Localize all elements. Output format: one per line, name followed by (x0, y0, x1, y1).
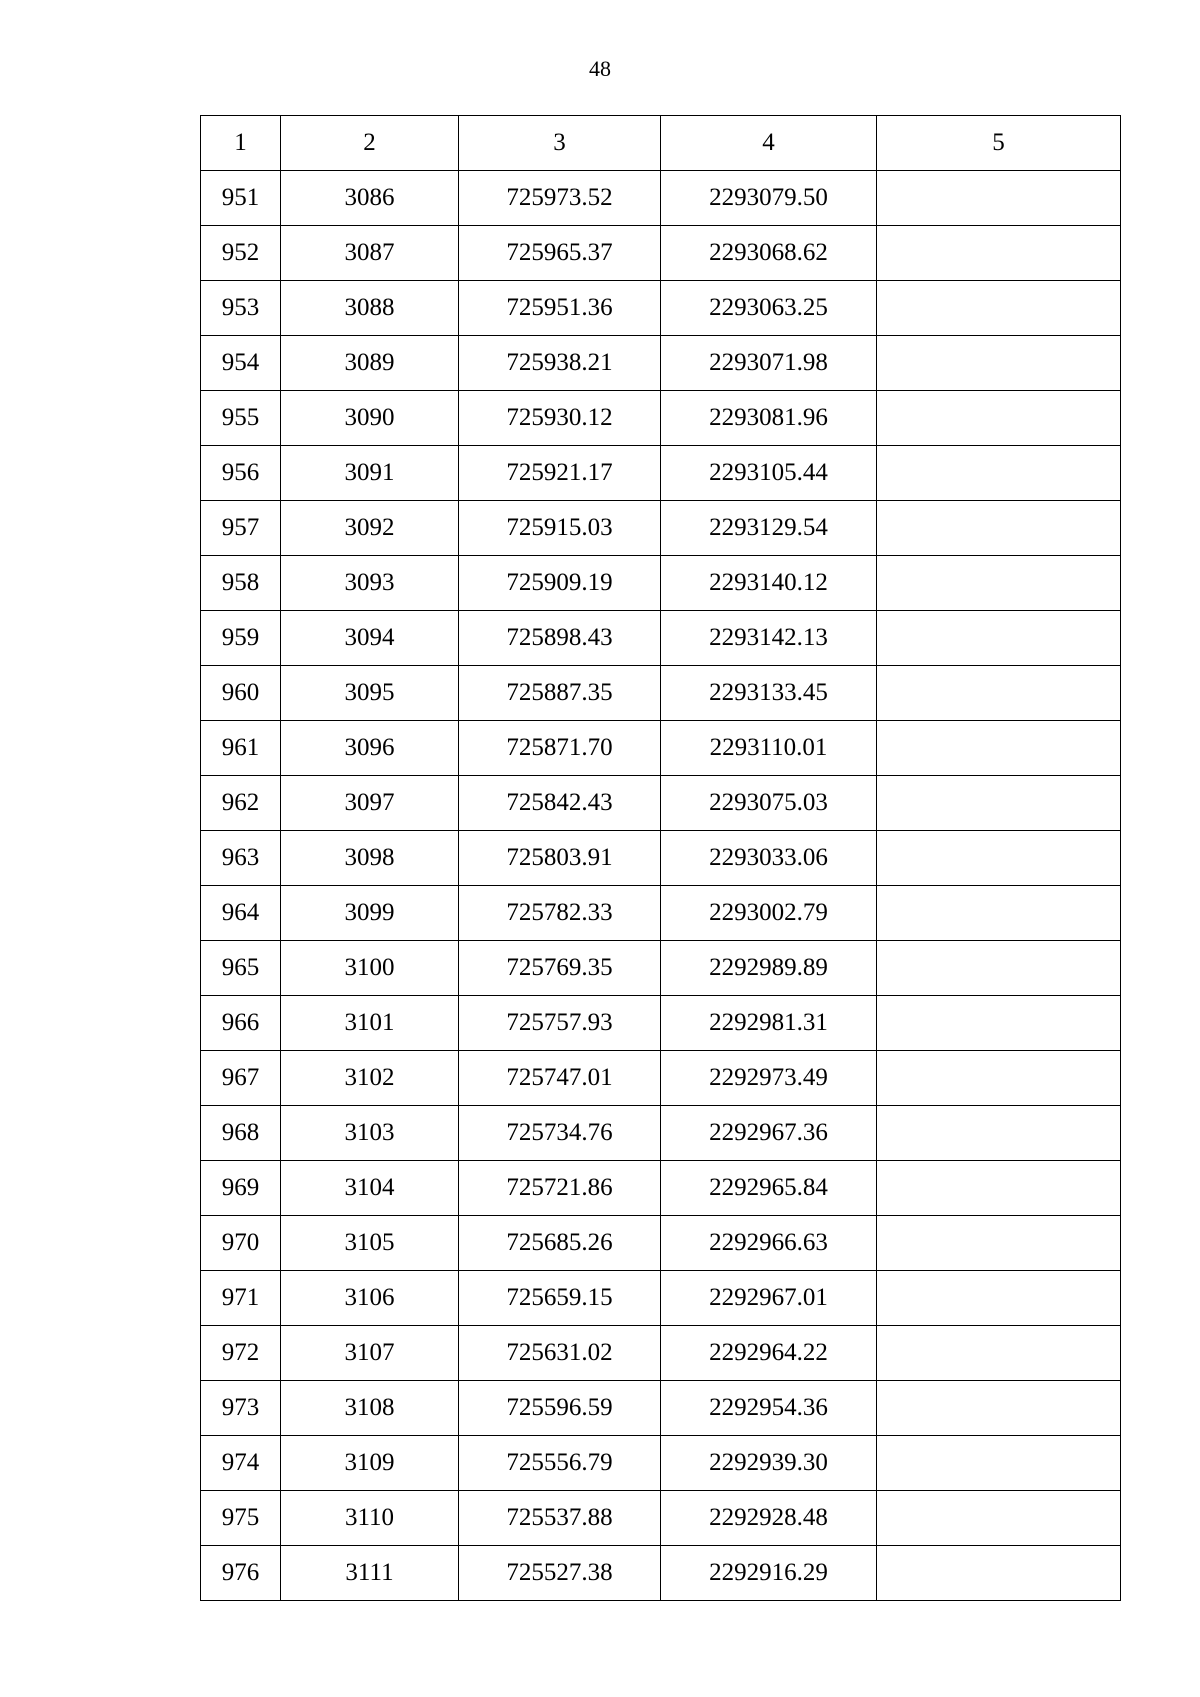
cell-point-number: 3094 (281, 611, 459, 666)
cell-row-number: 958 (201, 556, 281, 611)
cell-row-number: 973 (201, 1381, 281, 1436)
cell-row-number: 964 (201, 886, 281, 941)
cell-notes (877, 1491, 1121, 1546)
cell-coordinate-x: 725685.26 (459, 1216, 661, 1271)
cell-coordinate-x: 725915.03 (459, 501, 661, 556)
cell-row-number: 967 (201, 1051, 281, 1106)
table-row (201, 886, 1121, 941)
cell-row-number: 963 (201, 831, 281, 886)
cell-notes (877, 996, 1121, 1051)
cell-point-number: 3106 (281, 1271, 459, 1326)
cell-notes (877, 1216, 1121, 1271)
cell-point-number: 3088 (281, 281, 459, 336)
table-row (201, 941, 1121, 996)
cell-row-number: 962 (201, 776, 281, 831)
table-row (201, 501, 1121, 556)
table-row (201, 281, 1121, 336)
cell-coordinate-y: 2292967.36 (661, 1106, 877, 1161)
cell-point-number: 3092 (281, 501, 459, 556)
cell-coordinate-x: 725930.12 (459, 391, 661, 446)
table-row (201, 226, 1121, 281)
cell-coordinate-y: 2293105.44 (661, 446, 877, 501)
table-header (201, 116, 1121, 171)
cell-point-number: 3093 (281, 556, 459, 611)
cell-coordinate-y: 2293063.25 (661, 281, 877, 336)
cell-coordinate-y: 2293081.96 (661, 391, 877, 446)
cell-point-number: 3091 (281, 446, 459, 501)
cell-coordinate-x: 725938.21 (459, 336, 661, 391)
cell-row-number: 975 (201, 1491, 281, 1546)
cell-point-number: 3104 (281, 1161, 459, 1216)
cell-coordinate-x: 725887.35 (459, 666, 661, 721)
cell-point-number: 3110 (281, 1491, 459, 1546)
cell-row-number: 957 (201, 501, 281, 556)
cell-row-number: 968 (201, 1106, 281, 1161)
cell-coordinate-x: 725973.52 (459, 171, 661, 226)
cell-coordinate-y: 2292965.84 (661, 1161, 877, 1216)
cell-coordinate-x: 725721.86 (459, 1161, 661, 1216)
cell-row-number: 956 (201, 446, 281, 501)
cell-point-number: 3105 (281, 1216, 459, 1271)
cell-notes (877, 556, 1121, 611)
cell-coordinate-y: 2292939.30 (661, 1436, 877, 1491)
table-row (201, 1106, 1121, 1161)
cell-notes (877, 391, 1121, 446)
cell-coordinate-x: 725527.38 (459, 1546, 661, 1601)
cell-point-number: 3111 (281, 1546, 459, 1601)
cell-row-number: 966 (201, 996, 281, 1051)
cell-notes (877, 611, 1121, 666)
cell-notes (877, 171, 1121, 226)
header-cell-5: 5 (877, 116, 1121, 171)
cell-coordinate-x: 725631.02 (459, 1326, 661, 1381)
table-row (201, 171, 1121, 226)
cell-notes (877, 886, 1121, 941)
cell-coordinate-y: 2293140.12 (661, 556, 877, 611)
cell-coordinate-x: 725659.15 (459, 1271, 661, 1326)
cell-row-number: 969 (201, 1161, 281, 1216)
page-number: 48 (589, 56, 611, 81)
table-row (201, 1216, 1121, 1271)
table-row (201, 336, 1121, 391)
cell-notes (877, 1381, 1121, 1436)
cell-coordinate-x: 725782.33 (459, 886, 661, 941)
cell-coordinate-y: 2293068.62 (661, 226, 877, 281)
cell-coordinate-y: 2293142.13 (661, 611, 877, 666)
table-row (201, 996, 1121, 1051)
cell-coordinate-y: 2292981.31 (661, 996, 877, 1051)
cell-coordinate-x: 725596.59 (459, 1381, 661, 1436)
cell-row-number: 972 (201, 1326, 281, 1381)
header-cell-1: 1 (201, 116, 281, 171)
cell-row-number: 961 (201, 721, 281, 776)
cell-coordinate-y: 2292973.49 (661, 1051, 877, 1106)
cell-coordinate-y: 2292967.01 (661, 1271, 877, 1326)
cell-row-number: 965 (201, 941, 281, 996)
cell-coordinate-y: 2293075.03 (661, 776, 877, 831)
cell-coordinate-y: 2293133.45 (661, 666, 877, 721)
cell-coordinate-y: 2292966.63 (661, 1216, 877, 1271)
table-row (201, 1491, 1121, 1546)
table-row (201, 831, 1121, 886)
table-row (201, 1161, 1121, 1216)
cell-row-number: 953 (201, 281, 281, 336)
cell-point-number: 3095 (281, 666, 459, 721)
coordinates-table (200, 115, 1121, 1601)
cell-row-number: 971 (201, 1271, 281, 1326)
header-row (201, 116, 1121, 171)
table-row (201, 721, 1121, 776)
table-row (201, 611, 1121, 666)
table-row (201, 1326, 1121, 1381)
cell-point-number: 3086 (281, 171, 459, 226)
cell-row-number: 952 (201, 226, 281, 281)
cell-point-number: 3096 (281, 721, 459, 776)
table-row (201, 391, 1121, 446)
cell-point-number: 3087 (281, 226, 459, 281)
cell-row-number: 970 (201, 1216, 281, 1271)
cell-notes (877, 1326, 1121, 1381)
cell-point-number: 3099 (281, 886, 459, 941)
cell-point-number: 3100 (281, 941, 459, 996)
cell-coordinate-x: 725747.01 (459, 1051, 661, 1106)
cell-point-number: 3108 (281, 1381, 459, 1436)
cell-notes (877, 1161, 1121, 1216)
cell-coordinate-x: 725921.17 (459, 446, 661, 501)
cell-coordinate-x: 725769.35 (459, 941, 661, 996)
cell-coordinate-x: 725965.37 (459, 226, 661, 281)
cell-row-number: 974 (201, 1436, 281, 1491)
cell-coordinate-y: 2293079.50 (661, 171, 877, 226)
cell-coordinate-x: 725909.19 (459, 556, 661, 611)
cell-coordinate-y: 2293129.54 (661, 501, 877, 556)
cell-point-number: 3098 (281, 831, 459, 886)
cell-row-number: 960 (201, 666, 281, 721)
cell-row-number: 954 (201, 336, 281, 391)
table-row (201, 1436, 1121, 1491)
cell-notes (877, 776, 1121, 831)
cell-coordinate-x: 725734.76 (459, 1106, 661, 1161)
cell-point-number: 3109 (281, 1436, 459, 1491)
cell-coordinate-x: 725842.43 (459, 776, 661, 831)
cell-coordinate-y: 2292989.89 (661, 941, 877, 996)
cell-notes (877, 831, 1121, 886)
cell-coordinate-x: 725951.36 (459, 281, 661, 336)
cell-point-number: 3107 (281, 1326, 459, 1381)
cell-row-number: 955 (201, 391, 281, 446)
table-row (201, 556, 1121, 611)
cell-point-number: 3103 (281, 1106, 459, 1161)
cell-coordinate-y: 2293110.01 (661, 721, 877, 776)
cell-coordinate-y: 2293033.06 (661, 831, 877, 886)
table-row (201, 1546, 1121, 1601)
table-row (201, 776, 1121, 831)
cell-notes (877, 666, 1121, 721)
cell-point-number: 3089 (281, 336, 459, 391)
cell-notes (877, 501, 1121, 556)
cell-notes (877, 226, 1121, 281)
cell-notes (877, 1106, 1121, 1161)
table-row (201, 1051, 1121, 1106)
cell-coordinate-y: 2293071.98 (661, 336, 877, 391)
cell-notes (877, 281, 1121, 336)
table-row (201, 666, 1121, 721)
cell-notes (877, 1271, 1121, 1326)
table-row (201, 446, 1121, 501)
cell-coordinate-y: 2292954.36 (661, 1381, 877, 1436)
cell-notes (877, 1051, 1121, 1106)
cell-notes (877, 446, 1121, 501)
cell-coordinate-x: 725898.43 (459, 611, 661, 666)
cell-notes (877, 1546, 1121, 1601)
cell-coordinate-x: 725556.79 (459, 1436, 661, 1491)
cell-row-number: 951 (201, 171, 281, 226)
cell-coordinate-y: 2292964.22 (661, 1326, 877, 1381)
cell-point-number: 3102 (281, 1051, 459, 1106)
cell-notes (877, 941, 1121, 996)
cell-row-number: 976 (201, 1546, 281, 1601)
cell-coordinate-x: 725757.93 (459, 996, 661, 1051)
table-body (201, 171, 1121, 1601)
cell-coordinate-x: 725803.91 (459, 831, 661, 886)
cell-notes (877, 721, 1121, 776)
cell-coordinate-y: 2292916.29 (661, 1546, 877, 1601)
cell-point-number: 3097 (281, 776, 459, 831)
cell-coordinate-y: 2293002.79 (661, 886, 877, 941)
cell-coordinate-y: 2292928.48 (661, 1491, 877, 1546)
table-row (201, 1271, 1121, 1326)
cell-row-number: 959 (201, 611, 281, 666)
header-cell-3: 3 (459, 116, 661, 171)
header-cell-4: 4 (661, 116, 877, 171)
cell-point-number: 3090 (281, 391, 459, 446)
cell-coordinate-x: 725537.88 (459, 1491, 661, 1546)
cell-coordinate-x: 725871.70 (459, 721, 661, 776)
cell-notes (877, 336, 1121, 391)
cell-notes (877, 1436, 1121, 1491)
header-cell-2: 2 (281, 116, 459, 171)
cell-point-number: 3101 (281, 996, 459, 1051)
table-row (201, 1381, 1121, 1436)
